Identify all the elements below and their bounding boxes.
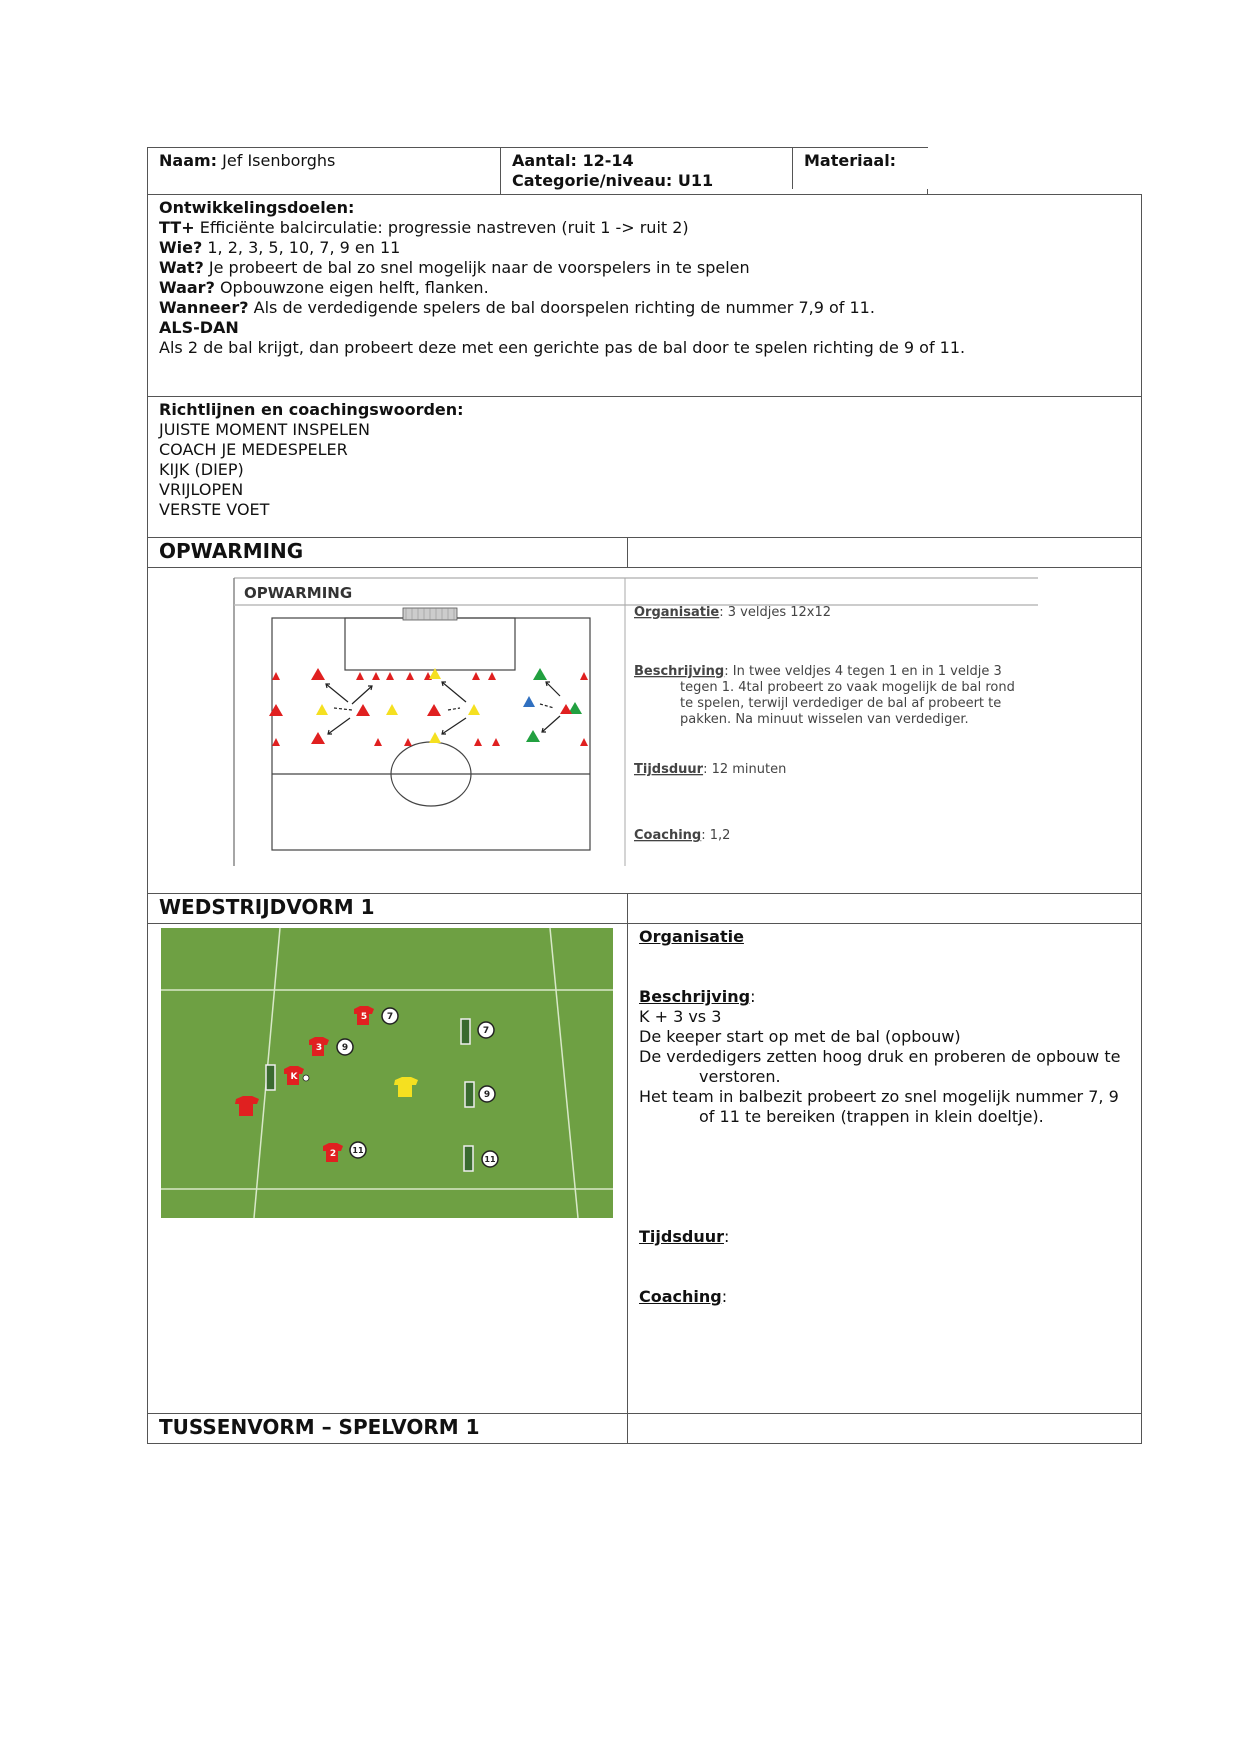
fig-beschrijving xyxy=(634,664,1002,679)
fig-organisatie-text: : 3 veldjes 12x12 xyxy=(719,605,832,620)
wedstrijdvorm-pitch xyxy=(148,924,626,1408)
beschrijving-line: De verdedigers zetten hoog druk en proberen de opbouw te verstoren. xyxy=(639,1047,1121,1086)
categorie: Categorie/niveau: U11 xyxy=(512,171,714,190)
colon: : xyxy=(723,1227,730,1246)
marker-label: 7 xyxy=(482,1026,490,1036)
als-dan-label: ALS-DAN xyxy=(159,318,239,337)
beschrijving-label: Beschrijving xyxy=(639,987,751,1006)
training-table xyxy=(147,147,1142,1444)
line-text: Efficiënte balcirculatie: progressie nastreven (ruit 1 -> ruit 2) xyxy=(199,218,689,237)
line-text: Je probeert de bal zo snel mogelijk naar de voorspelers in te spelen xyxy=(208,258,750,277)
line-label: TT+ xyxy=(159,218,195,237)
small-goal-icon xyxy=(464,1146,473,1171)
doelen-line-wat xyxy=(159,258,1130,278)
training-sheet xyxy=(147,147,1141,1444)
fig-title: OPWARMING xyxy=(244,584,353,602)
fig-tijdsduur xyxy=(634,762,786,777)
richtlijn-item: COACH JE MEDESPELER xyxy=(159,440,348,459)
opwarming-title: OPWARMING xyxy=(148,538,628,568)
doelen-line-wanneer xyxy=(159,298,1130,318)
materiaal-box xyxy=(792,148,1140,189)
richtlijn-item: KIJK (DIEP) xyxy=(159,460,244,479)
marker-label: 11 xyxy=(484,1155,496,1164)
line-label: Wanneer? xyxy=(159,298,249,317)
small-goal-icon xyxy=(461,1019,470,1044)
naam-label: Naam: xyxy=(159,151,218,170)
aantal: Aantal: 12-14 xyxy=(512,151,634,170)
fig-beschrijving-line1: : In twee veldjes 4 tegen 1 en in 1 veldje 3 xyxy=(724,664,1002,679)
coaching-heading xyxy=(639,1287,1130,1307)
naam-cell xyxy=(148,148,501,195)
als-dan-text: Als 2 de bal krijgt, dan probeert deze met een gerichte pas de bal door te spelen richting de 9 of 11. xyxy=(159,338,966,357)
line-label: Waar? xyxy=(159,278,215,297)
fig-tijdsduur-label: Tijdsduur xyxy=(634,762,704,777)
tussenvorm-title: TUSSENVORM – SPELVORM 1 xyxy=(148,1414,628,1444)
shirt-label: K xyxy=(290,1072,298,1082)
wedstrijdvorm-title: WEDSTRIJDVORM 1 xyxy=(148,894,628,924)
doelen-line-tt xyxy=(159,218,1130,238)
wedstrijdvorm-text-cell xyxy=(628,924,1142,1414)
grass xyxy=(161,928,613,1218)
marker-label: 9 xyxy=(341,1043,349,1053)
opwarming-right-empty xyxy=(628,538,1142,568)
richtlijn-item: VERSTE VOET xyxy=(159,500,270,519)
wedstrijdvorm-pitch-cell xyxy=(148,924,628,1414)
doelen-line-wie xyxy=(159,238,1130,258)
fig-coaching xyxy=(634,828,730,843)
marker-label: 7 xyxy=(386,1012,394,1022)
richtlijnen-cell xyxy=(148,397,1142,538)
colon: : xyxy=(721,1287,728,1306)
fig-organisatie xyxy=(634,605,831,620)
ontwikkelingsdoelen-cell xyxy=(148,195,1142,397)
line-text: Opbouwzone eigen helft, flanken. xyxy=(219,278,489,297)
fig-coaching-text: : 1,2 xyxy=(701,828,731,843)
fig-beschrijving-line3: te spelen, terwijl verdediger de bal af probeert te xyxy=(680,696,1002,711)
beschrijving-line: De keeper start op met de bal (opbouw) xyxy=(639,1027,961,1046)
tijdsduur-heading xyxy=(639,1227,1130,1247)
marker-label: 9 xyxy=(483,1090,491,1100)
line-text: Als de verdedigende spelers de bal doorspelen richting de nummer 7,9 of 11. xyxy=(253,298,875,317)
colon: : xyxy=(750,987,756,1006)
tijdsduur-label: Tijdsduur xyxy=(639,1227,724,1246)
fig-beschrijving-line4: pakken. Na minuut wisselen van verdediger. xyxy=(680,712,969,727)
marker-label: 11 xyxy=(352,1146,364,1155)
shirt-label: 2 xyxy=(329,1149,337,1159)
naam-value: Jef Isenborghs xyxy=(222,151,336,170)
big-goal-icon xyxy=(266,1065,275,1090)
shirt-label: 3 xyxy=(315,1043,323,1053)
ball-icon xyxy=(303,1075,309,1081)
beschrijving-heading xyxy=(639,987,1130,1007)
line-text: 1, 2, 3, 5, 10, 7, 9 en 11 xyxy=(207,238,401,257)
fig-beschrijving-label: Beschrijving xyxy=(634,664,725,679)
doelen-title: Ontwikkelingsdoelen: xyxy=(159,198,355,217)
opwarming-figure-cell xyxy=(148,568,1142,894)
materiaal-label: Materiaal: xyxy=(804,151,897,170)
organisatie-label: Organisatie xyxy=(639,927,744,946)
wedstrijdvorm-right-empty xyxy=(628,894,1142,924)
richtlijn-item: JUISTE MOMENT INSPELEN xyxy=(159,420,371,439)
fig-organisatie-label: Organisatie xyxy=(634,605,720,620)
beschrijving-line: K + 3 vs 3 xyxy=(639,1007,722,1026)
richtlijn-item: VRIJLOPEN xyxy=(159,480,244,499)
fig-beschrijving-line2: tegen 1. 4tal probeert zo vaak mogelijk de bal rond xyxy=(680,680,1015,695)
small-goal-icon xyxy=(465,1082,474,1107)
line-label: Wie? xyxy=(159,238,203,257)
doelen-line-waar xyxy=(159,278,1130,298)
beschrijving-line: Het team in balbezit probeert zo snel mogelijk nummer 7, 9 of 11 te bereiken (trappen in klein doeltje). xyxy=(639,1087,1119,1126)
tussenvorm-right-empty xyxy=(628,1414,1142,1444)
richtlijnen-title: Richtlijnen en coachingswoorden: xyxy=(159,400,464,419)
shirt-label: 5 xyxy=(360,1012,368,1022)
fig-coaching-label: Coaching xyxy=(634,828,702,843)
fig-tijdsduur-text: : 12 minuten xyxy=(703,762,787,777)
coaching-label: Coaching xyxy=(639,1287,722,1306)
line-label: Wat? xyxy=(159,258,204,277)
opwarming-figure xyxy=(148,568,1140,888)
